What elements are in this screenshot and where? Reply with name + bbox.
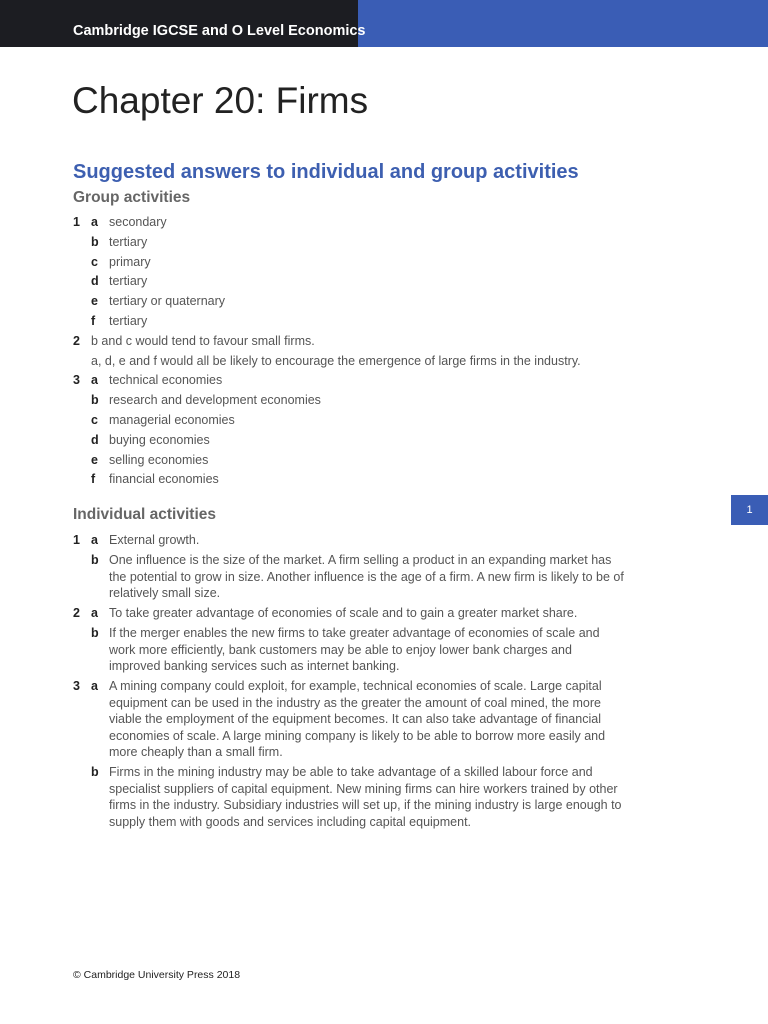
individual-activities-heading: Individual activities	[73, 506, 216, 523]
list-item	[73, 333, 633, 353]
list-item	[73, 471, 633, 491]
list-item	[73, 372, 633, 392]
item-letter: a	[91, 373, 98, 388]
question-number: 1	[73, 533, 80, 547]
list-item	[73, 432, 633, 452]
list-item	[73, 412, 633, 432]
item-text: One influence is the size of the market. A firm selling a product in an expanding market has the potential to grow in size. Another influence is the age of a firm. A new firm is likely to be of relatively small size.	[109, 553, 624, 600]
item-text: technical economies	[109, 373, 223, 388]
group-q1	[73, 214, 633, 491]
item-text: A mining company could exploit, for example, technical economies of scale. Large capital equipment can be used in the industry as the greater the amount of coal mined, the more viable the employment of the equipment becomes. It can also take advantage of financial economies of scale. A large mining company is likely to be able to borrow more easily and more cheaply than a small firm.	[109, 679, 606, 759]
item-text: tertiary	[109, 274, 148, 289]
item-text: financial economies	[109, 472, 219, 487]
item-text: buying economies	[109, 432, 210, 447]
page-number-tab: 1	[731, 495, 768, 525]
list-item	[73, 234, 633, 254]
item-letter: e	[91, 452, 98, 467]
item-letter: e	[91, 294, 98, 309]
chapter-title: Chapter 20: Firms	[72, 80, 369, 121]
list-item	[73, 254, 633, 274]
item-text: a, d, e and f would all be likely to encourage the emergence of large firms in the industry.	[91, 353, 581, 368]
item-text: tertiary	[109, 313, 148, 328]
item-text: managerial economies	[109, 412, 235, 427]
list-item	[73, 532, 625, 549]
list-item	[73, 392, 633, 412]
list-item	[73, 214, 633, 234]
item-letter: f	[91, 313, 96, 328]
list-item	[73, 293, 633, 313]
item-text: External growth.	[109, 533, 200, 547]
item-letter: d	[91, 432, 99, 447]
list-item	[73, 273, 633, 293]
item-letter: c	[91, 412, 98, 427]
question-number: 2	[73, 333, 80, 348]
item-text: Firms in the mining industry may be able to take advantage of a skilled labour force and specialist suppliers of capital equipment. New mining firms can hire workers trained by other firms in the industry. Subsidiary industries will set up, if the mining industry is large enough to supply them with goods and services including capital equipment.	[109, 765, 622, 829]
header-bar	[0, 0, 768, 47]
question-number: 3	[73, 373, 80, 388]
item-letter: a	[91, 215, 98, 229]
question-number: 1	[73, 215, 80, 229]
question-number: 2	[73, 606, 80, 620]
book-title: Cambridge IGCSE and O Level Economics	[73, 23, 366, 39]
list-item	[73, 764, 625, 830]
item-text: To take greater advantage of economies of scale and to gain a greater market share.	[109, 606, 578, 620]
item-letter: b	[91, 234, 99, 249]
item-letter: b	[91, 393, 99, 408]
item-text: selling economies	[109, 452, 209, 467]
item-text: tertiary	[109, 234, 148, 249]
item-letter: f	[91, 472, 96, 487]
item-letter: c	[91, 254, 98, 269]
header-blue-panel	[358, 0, 768, 47]
list-item	[73, 605, 625, 622]
item-text: research and development economies	[109, 393, 321, 408]
item-text: b and c would tend to favour small firms.	[91, 333, 315, 348]
item-text: secondary	[109, 215, 167, 229]
item-letter: b	[91, 626, 99, 640]
item-text: primary	[109, 254, 151, 269]
individual-questions	[73, 532, 625, 834]
list-item	[73, 625, 625, 675]
item-text: If the merger enables the new firms to take greater advantage of economies of scale and work more efficiently, bank customers may be able to enjoy lower bank charges and improved banking services such as internet banking.	[109, 626, 600, 673]
item-text: tertiary or quaternary	[109, 294, 226, 309]
item-letter: d	[91, 274, 99, 289]
question-number: 3	[73, 679, 80, 693]
section-heading: Suggested answers to individual and group activities	[73, 161, 579, 183]
item-letter: a	[91, 606, 98, 620]
list-item	[73, 313, 633, 333]
item-letter: b	[91, 553, 99, 567]
item-letter: b	[91, 765, 99, 779]
list-item	[73, 552, 625, 602]
list-item	[73, 452, 633, 472]
list-item	[73, 678, 625, 761]
item-letter: a	[91, 533, 98, 547]
group-activities-heading: Group activities	[73, 189, 191, 206]
item-letter: a	[91, 679, 98, 693]
copyright-footer: © Cambridge University Press 2018	[73, 969, 241, 981]
list-item	[73, 353, 633, 373]
